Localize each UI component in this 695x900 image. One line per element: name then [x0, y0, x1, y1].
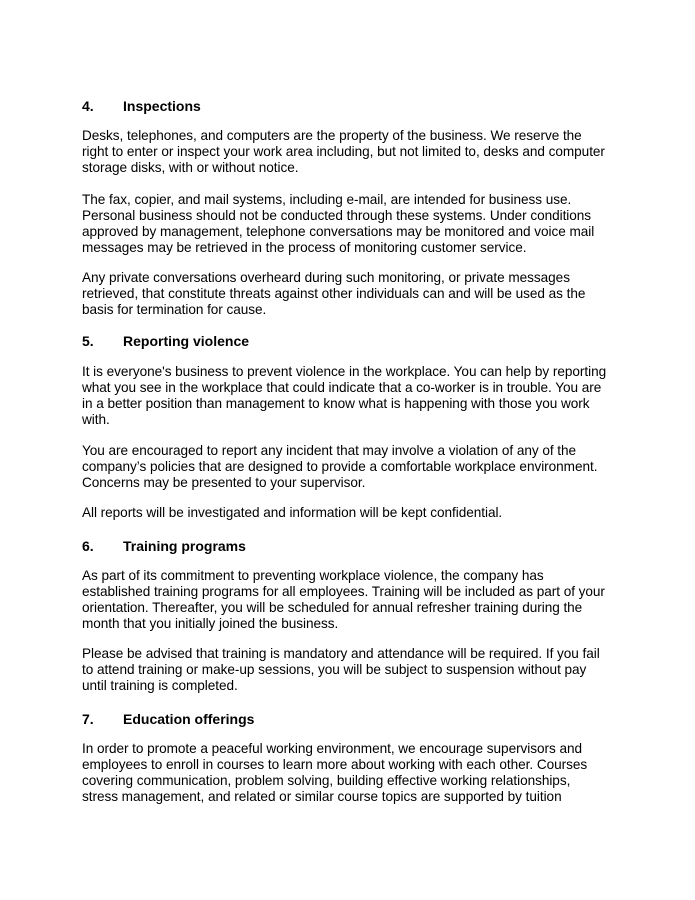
- paragraph: [82, 741, 617, 805]
- text-line: Any private conversations overheard during such monitoring, or private messages: [82, 270, 570, 285]
- text-line: Desks, telephones, and computers are the property of the business. We reserve the: [82, 128, 582, 143]
- text-line: stress management, and related or similar course topics are supported by tuition: [82, 789, 562, 804]
- text-line: right to enter or inspect your work area including, but not limited to, desks and computer: [82, 144, 605, 159]
- text-line: All reports will be investigated and information will be kept confidential.: [82, 505, 503, 520]
- paragraph: [82, 270, 617, 318]
- section-heading-education-offerings: [82, 711, 622, 727]
- text-line: basis for termination for cause.: [82, 302, 267, 317]
- section-heading-reporting-violence: [82, 333, 622, 349]
- text-line: orientation. Thereafter, you will be scheduled for annual refresher training during the: [82, 600, 583, 615]
- text-line: The fax, copier, and mail systems, including e-mail, are intended for business use.: [82, 192, 572, 207]
- text-line: with.: [82, 412, 110, 427]
- text-line: It is everyone's business to prevent violence in the workplace. You can help by reporting: [82, 364, 607, 379]
- text-line: employees to enroll in courses to learn more about working with each other. Courses: [82, 757, 588, 772]
- paragraph: [82, 646, 617, 694]
- text-line: month that you initially joined the business.: [82, 616, 339, 631]
- text-line: company’s policies that are designed to provide a comfortable workplace environment.: [82, 459, 598, 474]
- text-line: to attend training or make-up sessions, you will be subject to suspension without pay: [82, 662, 587, 677]
- paragraph: [82, 568, 617, 632]
- text-line: In order to promote a peaceful working environment, we encourage supervisors and: [82, 741, 583, 756]
- text-line: covering communication, problem solving, building effective working relationships,: [82, 773, 571, 788]
- paragraph: [82, 364, 617, 428]
- text-line: Please be advised that training is mandatory and attendance will be required. If you fail: [82, 646, 600, 661]
- text-line: until training is completed.: [82, 678, 238, 693]
- section-title: Reporting violence: [123, 333, 250, 349]
- section-title: Training programs: [123, 538, 246, 554]
- paragraph: [82, 192, 617, 256]
- section-title: Education offerings: [123, 711, 255, 727]
- text-line: established training programs for all employees. Training will be included as part of your: [82, 584, 605, 599]
- text-line: Concerns may be presented to your supervisor.: [82, 475, 366, 490]
- section-number: 5.: [82, 333, 94, 349]
- text-line: You are encouraged to report any incident that may involve a violation of any of the: [82, 443, 577, 458]
- text-line: messages may be retrieved in the process of monitoring customer service.: [82, 240, 527, 255]
- text-line: what you see in the workplace that could indicate that a co-worker is in trouble. You are: [82, 380, 602, 395]
- text-line: approved by management, telephone conversations may be monitored and voice mail: [82, 224, 595, 239]
- section-number: 7.: [82, 711, 94, 727]
- section-number: 6.: [82, 538, 94, 554]
- section-title: Inspections: [123, 98, 201, 114]
- text-line: retrieved, that constitute threats against other individuals can and will be used as the: [82, 286, 586, 301]
- text-line: in a better position than management to know what is happening with those you work: [82, 396, 590, 411]
- section-number: 4.: [82, 98, 94, 114]
- paragraph: [82, 443, 617, 491]
- section-heading-inspections: [82, 98, 622, 114]
- paragraph: [82, 128, 617, 176]
- text-line: As part of its commitment to preventing workplace violence, the company has: [82, 568, 544, 583]
- text-line: Personal business should not be conducted through these systems. Under conditions: [82, 208, 592, 223]
- text-line: storage disks, with or without notice.: [82, 160, 299, 175]
- section-heading-training-programs: [82, 538, 622, 554]
- paragraph: [82, 505, 617, 521]
